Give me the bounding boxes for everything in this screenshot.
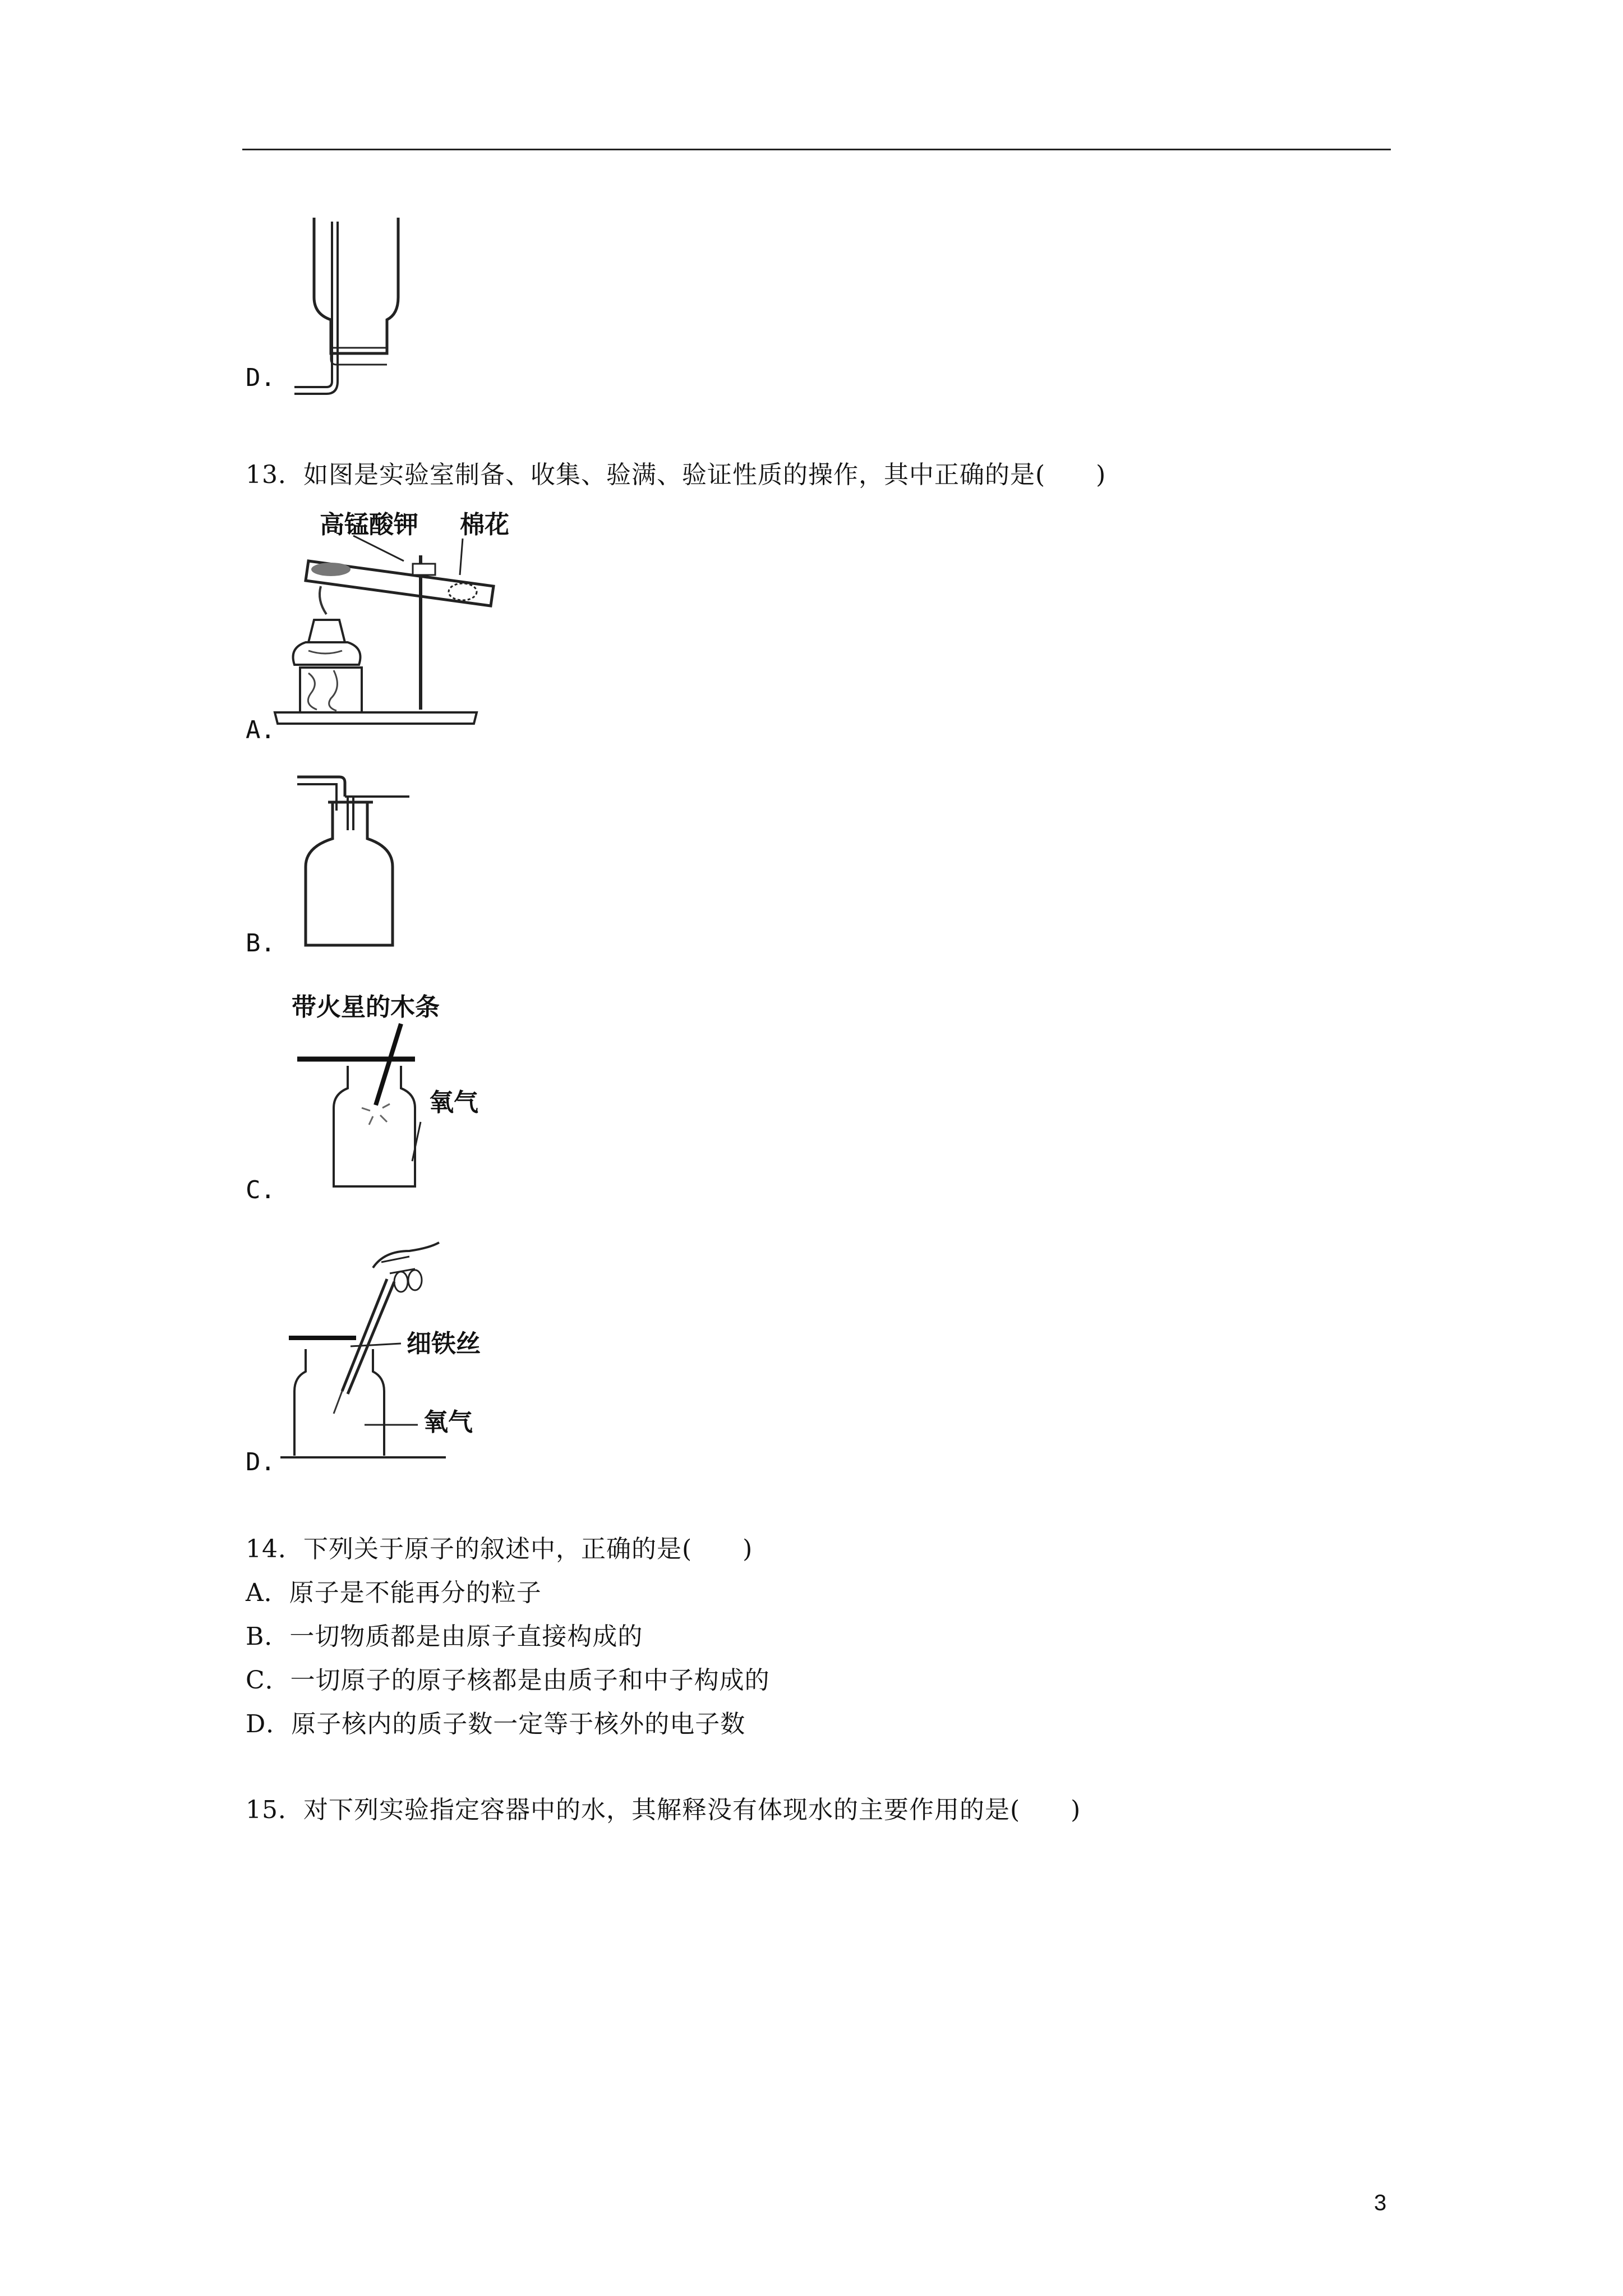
q13-stem: 13．如图是实验室制备、收集、验满、验证性质的操作，其中正确的是( ) xyxy=(246,461,1106,489)
q14-option-b: B．一切物质都是由原子直接构成的 xyxy=(246,1622,643,1651)
q13-c-label-splint: 带火星的木条 xyxy=(292,993,440,1022)
q14-option-d: D．原子核内的质子数一定等于核外的电子数 xyxy=(246,1710,746,1738)
q14-option-a: A．原子是不能再分的粒子 xyxy=(246,1579,542,1607)
q13-figure-c xyxy=(292,987,538,1200)
q13-option-a-label: A. xyxy=(246,716,275,744)
q12-figure-d xyxy=(280,213,415,404)
q13-figure-b xyxy=(289,769,435,954)
q15-stem: 15．对下列实验指定容器中的水，其解释没有体现水的主要作用的是( ) xyxy=(246,1796,1081,1824)
header-rule xyxy=(242,149,1391,150)
q13-option-b-label: B. xyxy=(246,929,275,958)
q13-a-label-kmno4: 高锰酸钾 xyxy=(320,510,418,539)
q14-option-c: C．一切原子的原子核都是由质子和中子构成的 xyxy=(246,1666,770,1695)
q13-figure-a xyxy=(286,502,509,738)
q13-c-label-oxygen: 氧气 xyxy=(429,1088,478,1117)
q12-option-d-label: D. xyxy=(246,364,275,392)
q14-stem: 14．下列关于原子的叙述中，正确的是( ) xyxy=(246,1535,753,1563)
q13-a-label-cotton: 棉花 xyxy=(460,510,509,539)
q13-option-d-label: D. xyxy=(246,1448,275,1476)
q13-figure-d xyxy=(289,1228,513,1481)
q13-d-label-oxygen: 氧气 xyxy=(423,1408,473,1437)
q13-d-label-wire: 细铁丝 xyxy=(407,1329,481,1358)
q13-option-c-label: C. xyxy=(246,1176,275,1204)
page-number: 3 xyxy=(1374,2191,1387,2215)
